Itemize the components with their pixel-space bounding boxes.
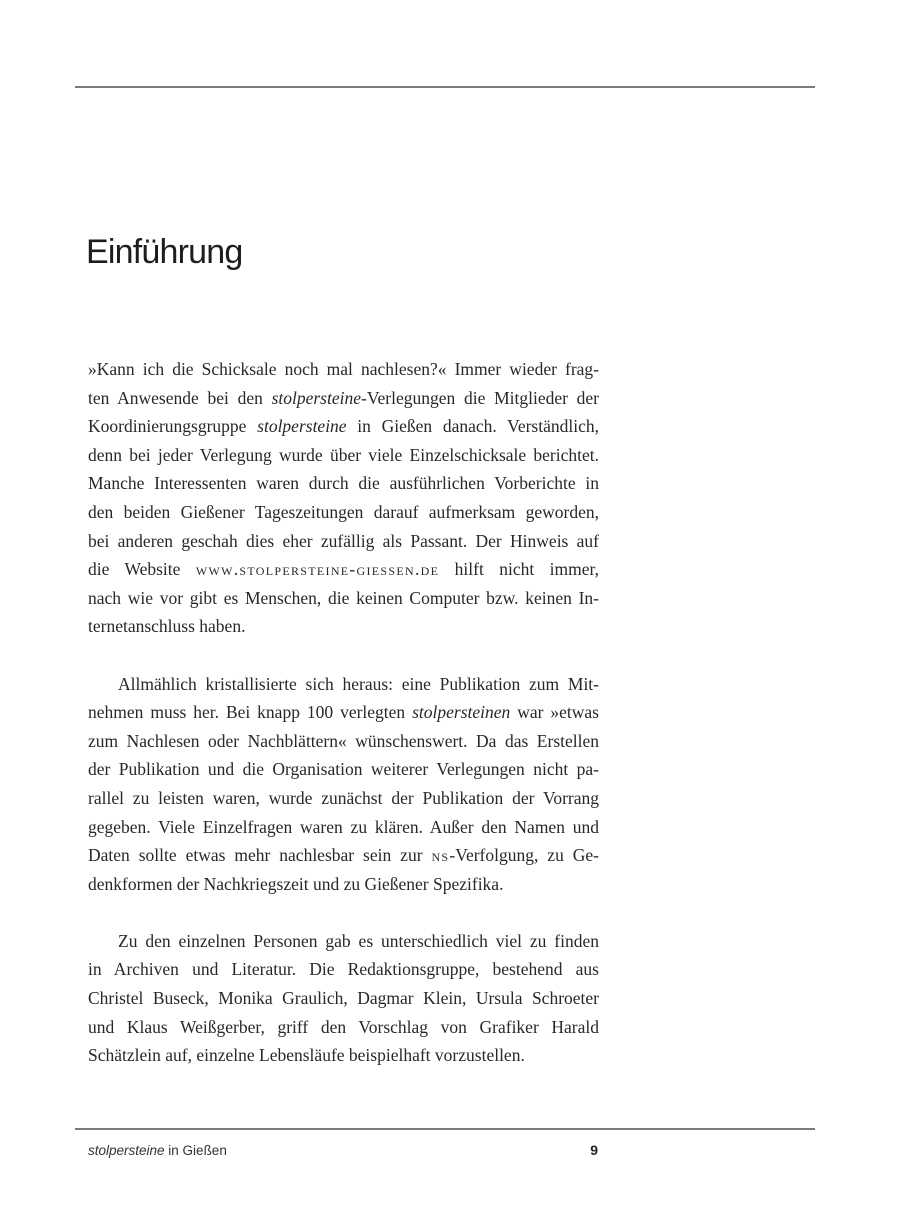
text-line [88,384,599,413]
text-line [88,527,599,556]
footer-book-title: stolpersteine [88,1143,165,1158]
text-line [88,584,599,613]
footer-book-title-suffix: in Gießen [164,1143,227,1158]
text-line [88,1041,599,1070]
body-text: gegeben. Viele Einzelfragen waren zu klären. Außer den Namen und [88,816,599,837]
body-text: ternetanschluss haben. [88,616,246,637]
text-line [88,469,599,498]
body-text: Koordinierungsgruppe [88,416,258,437]
paragraph [88,355,599,641]
smallcaps-text: www.stolpersteine-giessen.de [195,559,440,580]
text-line [88,984,599,1013]
body-text-column [88,355,599,1070]
text-line [88,441,599,470]
body-text: denkformen der Nachkriegszeit und zu Gießener Spezifika. [88,873,504,894]
italic-text: stolpersteine [257,416,347,437]
text-line [88,841,599,870]
body-text: in Archiven und Literatur. Die Redaktionsgruppe, bestehend aus [88,959,599,980]
text-line [88,755,599,784]
text-line [88,698,599,727]
body-text: Christel Buseck, Monika Graulich, Dagmar Klein, Ursula Schroeter [88,988,599,1009]
text-line [88,612,599,641]
text-line [88,1013,599,1042]
text-line [88,555,599,584]
body-text: -Verlegungen die Mitglieder der [361,387,599,408]
chapter-title: Einführung [86,232,243,271]
body-text: war »etwas [510,702,599,723]
body-text: nehmen muss her. Bei knapp 100 verlegten [88,702,413,723]
paragraph [88,670,599,899]
body-text: die Website [88,559,196,580]
body-text: denn bei jeder Verlegung wurde über viele Einzelschicksale berichtet. [88,444,599,465]
body-text: hilft nicht immer, [439,559,599,580]
body-text: und Klaus Weißgerber, griff den Vorschlag von Grafiker Harald [88,1016,599,1037]
footer-running-title [88,1143,227,1158]
text-line [88,498,599,527]
text-line [88,870,599,899]
body-text: den beiden Gießener Tageszeitungen darauf aufmerksam geworden, [88,501,599,522]
body-text: »Kann ich die Schicksale noch mal nachlesen?« Immer wieder frag- [88,359,599,379]
body-text: rallel zu leisten waren, wurde zunächst der Publikation der Vorrang [88,787,599,808]
italic-text: stolpersteinen [412,702,511,723]
body-text: in Gießen danach. Verständlich, [346,416,599,437]
text-line [88,727,599,756]
text-line [88,784,599,813]
body-text: nach wie vor gibt es Menschen, die keinen Computer bzw. keinen In- [88,587,599,608]
body-text: Zu den einzelnen Personen gab es unterschiedlich viel zu finden [118,930,599,951]
smallcaps-text: ns [431,845,450,866]
text-line [88,412,599,441]
body-text: bei anderen geschah dies eher zufällig als Passant. Der Hinweis auf [88,530,599,551]
footer-rule [75,1128,815,1130]
body-text: -Verfolgung, zu Ge- [449,845,599,866]
text-line [88,955,599,984]
header-rule [75,86,815,88]
text-line [88,813,599,842]
paragraph [88,927,599,1070]
text-line [88,355,599,384]
text-line [88,927,599,956]
body-text: Manche Interessenten waren durch die ausführlichen Vorberichte in [88,473,599,494]
page-number: 9 [590,1142,598,1158]
italic-text: stolpersteine [271,387,361,408]
body-text: Daten sollte etwas mehr nachlesbar sein zur [88,845,432,866]
body-text: Allmählich kristallisierte sich heraus: eine Publikation zum Mit- [118,673,599,694]
body-text: zum Nachlesen oder Nachblättern« wünschenswert. Da das Erstellen [88,730,599,751]
text-line [88,670,599,699]
body-text: ten Anwesende bei den [88,387,272,408]
body-text: der Publikation und die Organisation weiterer Verlegungen nicht pa- [88,759,599,780]
body-text: Schätzlein auf, einzelne Lebensläufe beispielhaft vorzustellen. [88,1045,525,1066]
